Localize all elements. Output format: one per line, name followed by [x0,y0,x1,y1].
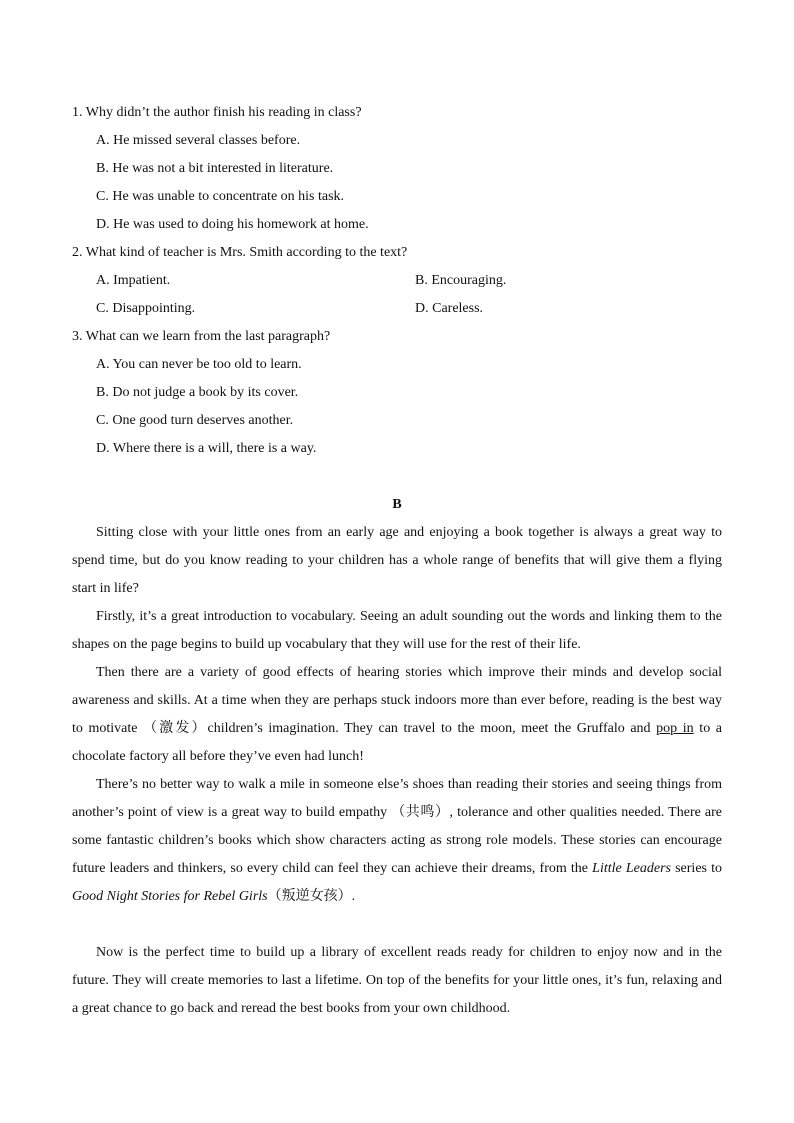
question-3-option-d: D. Where there is a will, there is a way. [96,441,317,456]
section-heading: B [392,497,402,512]
title-little-leaders: Little Leaders [592,861,671,876]
question-3-option-c: C. One good turn deserves another. [96,413,294,428]
paragraph-4-text-a: There’s no better way to walk a mile in someone else’s shoes than reading their stories and seeing things from another’s point of view is a great way to build empathy （共鸣）, tolerance and other qualities needed. There are some fantastic children’s books which show characters acting as strong role models. These stories can encourage future leaders and thinkers, so every child can feel they can achieve their dreams, from the [72,777,722,876]
question-1-stem: 1. Why didn’t the author finish his reading in class? [72,105,362,120]
paragraph-3 [72,659,722,771]
question-2-stem: 2. What kind of teacher is Mrs. Smith according to the text? [72,245,408,260]
paragraph-4-text-b: series to [670,861,723,876]
question-3-option-b: B. Do not judge a book by its cover. [96,385,299,400]
question-1-option-b: B. He was not a bit interested in literature. [96,161,334,176]
paragraph-2: Firstly, it’s a great introduction to vocabulary. Seeing an adult sounding out the words and linking them to the shapes on the page begins to build up vocabulary that they will use for the rest of their life. [72,609,722,652]
paragraph-3-text-b: to a chocolate factory all before they’ve even had lunch! [72,721,723,764]
question-2-option-c: C. Disappointing. [96,301,196,316]
paragraph-5: Now is the perfect time to build up a library of excellent reads ready for children to enjoy now and in the future. They will create memories to last a lifetime. On top of the benefits for your little ones, it’s fun, relaxing and a great chance to go back and reread the best books from your own childhood. [72,945,722,1016]
paragraph-1: Sitting close with your little ones from an early age and enjoying a book together is always a great way to spend time, but do you know reading to your children has a whole range of benefits that will give them a flying start in life? [72,525,722,596]
phrase-pop-in: pop in [656,721,694,736]
question-1-option-a: A. He missed several classes before. [96,133,301,148]
question-3-option-a: A. You can never be too old to learn. [96,357,302,372]
question-1-option-d: D. He was used to doing his homework at home. [96,217,369,232]
question-3-stem: 3. What can we learn from the last paragraph? [72,329,331,344]
question-2-option-d: D. Careless. [415,301,484,316]
title-good-night-stories: Good Night Stories for Rebel Girls [72,889,268,904]
question-2-option-b: B. Encouraging. [415,273,507,288]
question-2-option-a: A. Impatient. [96,273,171,288]
paragraph-4 [72,771,722,911]
paragraph-4-text-c: （叛逆女孩）. [267,889,356,904]
paragraph-3-text-a: Then there are a variety of good effects of hearing stories which improve their minds and develop social awareness and skills. At a time when they are perhaps stuck indoors more than ever before, reading is the best way to motivate （激发）children’s imagination. They can travel to the moon, meet the Gruffalo and [72,665,722,736]
question-1-option-c: C. He was unable to concentrate on his task. [96,189,345,204]
